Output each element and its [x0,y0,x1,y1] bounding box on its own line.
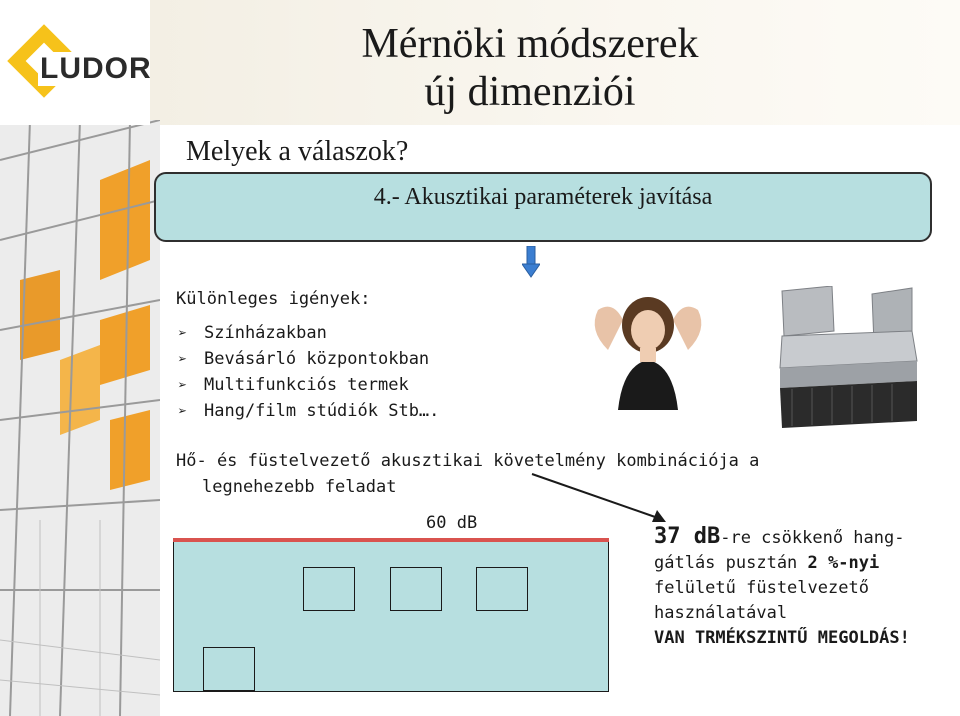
list-item-label: Multifunkciós termek [204,375,409,395]
arrow-bullet-icon: ➢ [178,350,188,368]
roof-vent-box [476,567,528,611]
list-item [178,372,439,398]
section-subtitle: Melyek a válaszok? [186,136,409,167]
result-conclusion-text: VAN TRMÉKSZINTŰ MEGOLDÁS! [654,628,910,648]
arrow-bullet-icon: ➢ [178,376,188,394]
roof-vent-box [390,567,442,611]
roof-line [173,538,609,542]
list-item [178,320,439,346]
topic-banner [154,172,932,242]
result-text-2a: gátlás pusztán [654,553,808,573]
combination-text [176,448,876,500]
noise-woman-image [578,290,718,410]
result-percent: 2 % [807,553,839,573]
title-line-2: új dimenziói [424,69,636,115]
result-line-2 [654,551,954,576]
down-arrow-icon [522,246,540,278]
logo-area [0,0,150,125]
list-item [178,398,439,424]
arrow-bullet-icon: ➢ [178,324,188,342]
wall-opening-box [203,647,255,691]
list-item [178,346,439,372]
side-photo-strip [0,120,160,716]
result-line-3: felületű füstelvezető [654,578,869,598]
result-line-1 [654,524,954,551]
combination-line-2: legnehezebb feladat [202,477,397,497]
db-label: 60 dB [426,513,478,533]
list-item-label: Bevásárló központokban [204,349,430,369]
combination-line-1: Hő- és füstelvezető akusztikai követelmény kombinációja a [176,451,760,471]
requirements-list [178,320,439,424]
result-line-4: használatával [654,603,788,623]
result-db-value: 37 dB [654,524,721,549]
page-title [240,20,820,116]
list-item-label: Színházakban [204,323,327,343]
banner-text: 4.- Akusztikai paraméterek javítása [373,184,713,210]
result-text [654,524,954,651]
requirements-heading: Különleges igények: [176,289,371,309]
result-text-2c: -nyi [838,553,880,573]
smoke-vent-image [772,286,920,428]
title-line-1: Mérnöki módszerek [361,21,699,67]
result-conclusion [654,626,954,651]
roof-vent-box [303,567,355,611]
result-text-1: -re csökkenő hang- [720,528,905,548]
arrow-bullet-icon: ➢ [178,402,188,420]
logo-text: LUDOR [40,52,152,85]
pointer-arrow-icon [530,470,670,530]
list-item-label: Hang/film stúdiók Stb…. [204,401,440,421]
